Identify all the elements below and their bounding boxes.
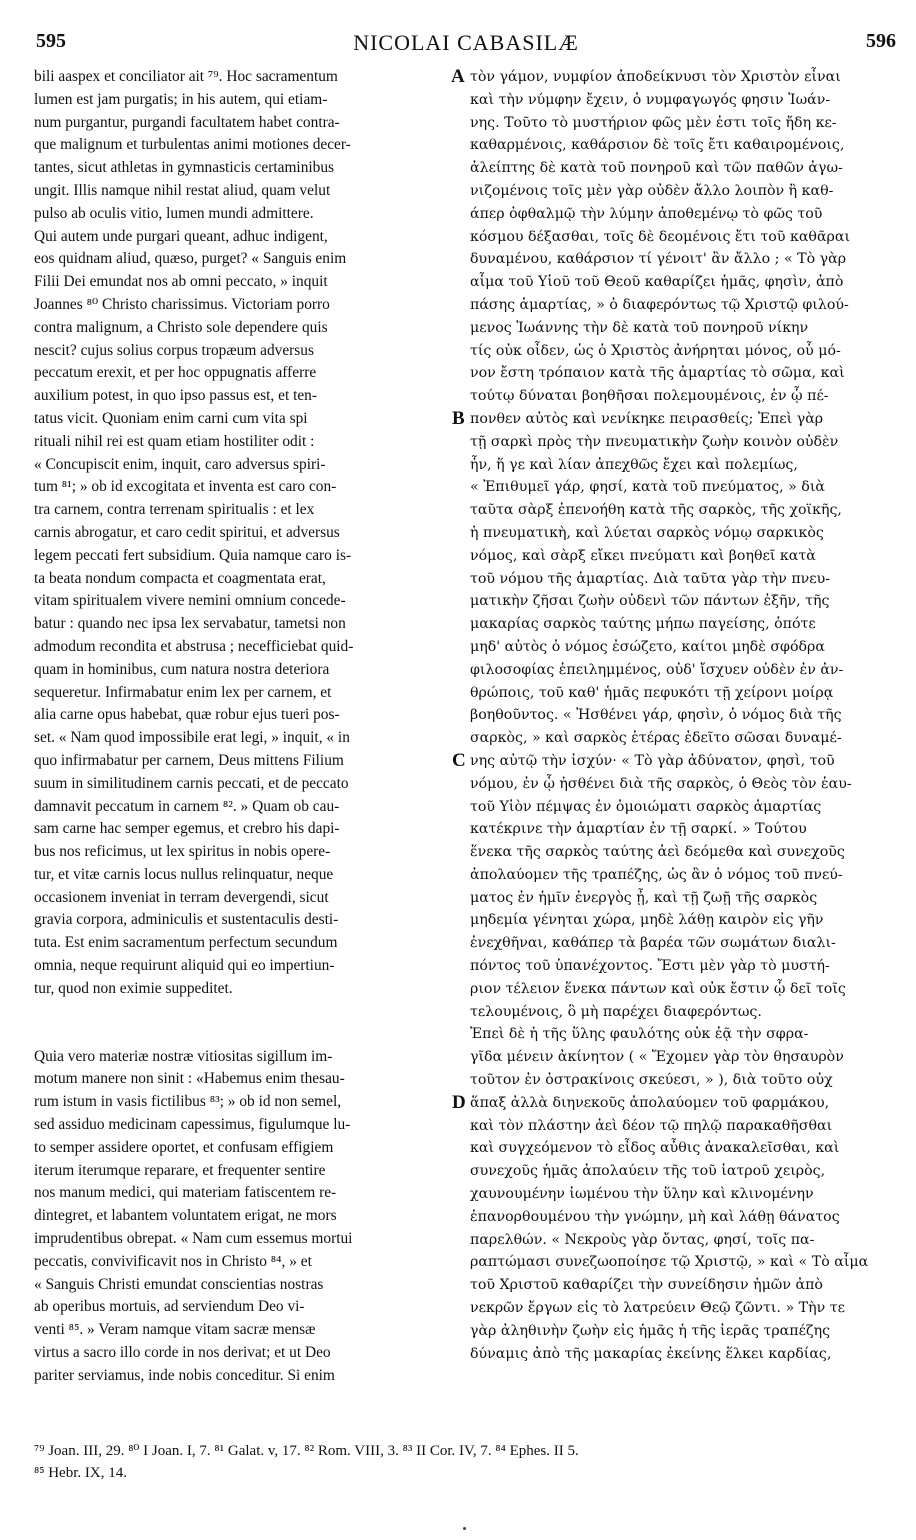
greek-text-line: τίς οὐκ οἶδεν, ὡς ὁ Χριστὸς ἀνήρηται μόνος, οὗ μό- bbox=[470, 342, 841, 359]
latin-text-line: ta beata nondum compacta et coagmentata erat, bbox=[34, 569, 326, 587]
greek-text-line: άπερ ὀφθαλμῷ τὴν λύμην ἀποθεμένῳ τὸ φῶς τοῦ bbox=[470, 205, 823, 222]
latin-text-line: Joannes ⁸⁰ Christo charissimus. Victoriam porro bbox=[34, 295, 330, 313]
greek-text-line: βοηθοῦντος. « Ἠσθένει γάρ, φησὶν, ὁ νόμος διὰ τῆς bbox=[470, 707, 842, 724]
latin-text-line: tantes, sicut athletas in gymnasticis certaminibus bbox=[34, 159, 335, 177]
latin-text-line: lumen est jam purgatis; in his autem, qui etiam- bbox=[34, 90, 328, 108]
latin-text-line: rum istum in vasis fictilibus ⁸³; » ob id non semel, bbox=[34, 1093, 342, 1111]
greek-column bbox=[470, 66, 902, 1365]
latin-text-line: tatus vicit. Quoniam enim carni cum vita spi bbox=[34, 409, 308, 427]
greek-text-line: ἦν, ἥ γε καὶ λίαν ἀπεχθῶς ἔχει καὶ πολεμίως, bbox=[470, 456, 798, 473]
latin-text-line: sed assiduo medicinam capessimus, figulumque lu- bbox=[34, 1116, 351, 1134]
footnotes bbox=[34, 1440, 896, 1484]
latin-text-line: occasionem inveniat in terram devergendi, sicut bbox=[34, 888, 329, 906]
latin-text-line: auxilium potest, in quo ipso passus est, et ten- bbox=[34, 387, 317, 405]
latin-text-line: quo infirmabatur per carnem, Deus mittens Filium bbox=[34, 751, 344, 769]
latin-text-line: pulso ab oculis vitio, lumen mundi admittere. bbox=[34, 204, 314, 222]
latin-text-line: admodum recondita et abstrusa ; necefficiebat quid- bbox=[34, 637, 354, 655]
latin-text-line: peccatis, convivificavit nos in Christo ⁸⁴, » et bbox=[34, 1252, 312, 1270]
greek-text-line: νης αὐτῷ τὴν ἰσχύν· « Τὸ γὰρ ἀδύνατον, φησὶ, τοῦ bbox=[470, 752, 835, 769]
stray-dot bbox=[463, 1527, 466, 1530]
latin-text-line: damnavit peccatum in carnem ⁸². » Quam ob cau- bbox=[34, 797, 340, 815]
greek-text-line: δυναμένου, καθάρσιον τί γένοιτ' ἂν ἄλλο ; « Τὸ γὰρ bbox=[470, 251, 847, 268]
greek-text-line: ἕνεκα τῆς σαρκὸς ταύτης ἀεὶ δεόμεθα καὶ συνεχοῦς bbox=[470, 844, 845, 861]
latin-text-line: rituali nihil rei est quam etiam hostiliter odit : bbox=[34, 432, 315, 450]
greek-text-line: καθαρμένοις, καθάρσιον δὲ τοῖς ἔτι καθαιρομένοις, bbox=[470, 137, 845, 154]
latin-text-line: que malignum et turbulentas animi motiones decer- bbox=[34, 136, 351, 154]
greek-text-line: ραπτώμασι συνεζωοποίησε τῷ Χριστῷ, » καὶ « Τὸ αἷμα bbox=[470, 1254, 869, 1271]
greek-text-line: νόμου, ἐν ᾧ ἠσθένει διὰ τῆς σαρκὸς, ὁ Θεὸς τὸν ἑαυ- bbox=[470, 775, 852, 792]
latin-text-line: « Sanguis Christi emundat conscientias nostras bbox=[34, 1275, 324, 1293]
latin-text-line: venti ⁸⁵. » Veram namque vitam sacræ mensæ bbox=[34, 1321, 316, 1339]
latin-text-line: Filii Dei emundat nos ab omni peccato, » inquit bbox=[34, 273, 328, 291]
greek-text-line: θρώποις, τοῦ καθ' ἡμᾶς πεφυκότι τῇ χείρονι μοίρᾳ bbox=[470, 684, 834, 701]
greek-text-line: καὶ συγχεόμενον τὸ εἶδος αὖθις ἀνακαλεῖσθαι, καὶ bbox=[470, 1140, 840, 1157]
greek-text-line: χαυνουμένην ἰωμένου τὴν ὕλην καὶ κλινομένην bbox=[470, 1186, 814, 1203]
greek-text-line: ταῦτα σὰρξ ἐπενοήθη κατὰ τῆς σαρκὸς, τῆς χοϊκῆς, bbox=[470, 502, 842, 519]
latin-text-line: tum ⁸¹; » ob id excogitata et inventa est caro con- bbox=[34, 478, 337, 496]
latin-text-line: omnia, neque requirunt aliquid qui eo impertiun- bbox=[34, 957, 335, 975]
greek-text-line: μηδ' αὐτὸς ὁ νόμος ἐσώζετο, καίτοι μηδὲ σφόδρα bbox=[470, 638, 825, 655]
latin-text-line: tuta. Est enim sacramentum perfectum secundum bbox=[34, 934, 338, 952]
latin-text-line: carnis abrogatur, et caro cedit spiritui, et adversus bbox=[34, 523, 340, 541]
latin-text-line: Qui autem unde purgari queant, adhuc indigent, bbox=[34, 227, 328, 245]
latin-text-line: sequeretur. Infirmabatur enim lex per carnem, et bbox=[34, 683, 332, 701]
margin-marker-d: D bbox=[452, 1092, 466, 1113]
latin-text-line: ab operibus mortuis, ad serviendum Deo vi- bbox=[34, 1298, 305, 1316]
latin-text-line: num purgantur, purgandi facultatem habet contra- bbox=[34, 113, 340, 131]
greek-text-line: συνεχοῦς ἡμᾶς ἀπολαύειν τῆς τοῦ ἰατροῦ χειρὸς, bbox=[470, 1163, 826, 1180]
greek-text-line: τοῦτον ἐν ὀστρακίνοις σκεύεσι, » ), διὰ τοῦτο οὐχ bbox=[470, 1072, 833, 1089]
page-header bbox=[36, 30, 896, 60]
latin-text-line: quam in hominibus, cum natura nostra deteriora bbox=[34, 660, 330, 678]
latin-text-line: sam carne hac semper egemus, et crebro his dapi- bbox=[34, 820, 340, 838]
greek-text-line: τοῦ Χριστοῦ καθαρίζει τὴν συνείδησιν ἡμῶν ἀπὸ bbox=[470, 1277, 823, 1294]
greek-text-line: τὸν γάμον, νυμφίον ἀποδείκνυσι τὸν Χριστὸν εἶναι bbox=[470, 69, 841, 85]
greek-text-line: δύναμις ἀπὸ τῆς μακαρίας ἐκείνης ἕλκει καρδίας, bbox=[470, 1345, 832, 1362]
greek-text-line: ἡ πνευματικὴ, καὶ λύεται σαρκὸς νόμῳ σαρκικὸς bbox=[470, 524, 824, 541]
latin-text-line: nescit? cujus solius corpus tropæum adversus bbox=[34, 341, 314, 359]
running-title: NICOLAI CABASILÆ bbox=[353, 30, 579, 55]
latin-column bbox=[34, 66, 446, 1388]
greek-text-line: αἷμα τοῦ Υἱοῦ τοῦ Θεοῦ καθαρίζει ἡμᾶς, φησὶν, ἀπὸ bbox=[470, 274, 844, 291]
greek-text-line: νεκρῶν ἔργων εἰς τὸ λατρεύειν Θεῷ ζῶντι. » Τὴν τε bbox=[470, 1300, 845, 1317]
greek-text-line: μενος Ἰωάννης τὴν δὲ κατὰ τοῦ πονηροῦ νίκην bbox=[470, 319, 809, 336]
greek-text-line: τῇ σαρκὶ πρὸς τὴν πνευματικὴν ζωὴν κοινὸν οὐδὲν bbox=[470, 433, 839, 450]
greek-text-line: νης. Τοῦτο τὸ μυστήριον φῶς μὲν ἐστι τοῖς ἤδη κε- bbox=[470, 114, 837, 131]
latin-text-line: vitam spiritualem vivere nemini omnium concede- bbox=[34, 592, 346, 610]
latin-text-line: tur, et vitæ carnis locus nullus relinquatur, neque bbox=[34, 865, 334, 883]
latin-text-line: gravia corpora, adminiculis et sustentaculis desti- bbox=[34, 911, 339, 929]
greek-text-line: γῖδα μένειν ἀκίνητον ( « Ἔχομεν γὰρ τὸν θησαυρὸν bbox=[470, 1049, 844, 1066]
greek-text-line: πάσης ἁμαρτίας, » ὁ διαφερόντως τῷ Χριστῷ φιλού- bbox=[470, 296, 849, 313]
latin-text-line: ungit. Illis namque nihil restat aliud, quam velut bbox=[34, 181, 331, 199]
margin-marker-a: A bbox=[451, 66, 465, 87]
page-number-left: 595 bbox=[36, 30, 66, 52]
greek-text-line: ἀπολαύομεν τῆς τραπέζης, ὡς ἂν ὁ νόμος τοῦ πνεύ- bbox=[470, 866, 843, 883]
greek-text-line: μακαρίας σαρκὸς ταύτης μήπω παγείσης, ὁπότε bbox=[470, 616, 816, 633]
greek-text-line: καὶ τὸν πλάστην ἀεὶ δέον τῷ πηλῷ παρακαθῆσθαι bbox=[470, 1117, 833, 1134]
greek-text-line: πόντος τοῦ ὑπανέχοντος. Ἔστι μὲν γὰρ τὸ μυστή- bbox=[470, 958, 830, 975]
latin-text-line: contra malignum, a Christo sole dependere quis bbox=[34, 318, 328, 336]
greek-text-line: πονθεν αὐτὸς καὶ νενίκηκε πειρασθείς; Ἐπεὶ γὰρ bbox=[470, 410, 824, 427]
latin-text-line: alia carne opus habebat, quæ robur ejus tueri pos- bbox=[34, 706, 340, 724]
greek-text-line: κόσμου δέξασθαι, τοῖς δὲ δεομένοις ἔτι τοῦ καθᾶραι bbox=[470, 228, 851, 245]
greek-text-line: ἐπανορθουμένου τὴν γνώμην, μὴ καὶ λάθῃ θάνατος bbox=[470, 1208, 840, 1225]
greek-text-line: τοῦ νόμου τῆς ἁμαρτίας. Διὰ ταῦτα γὰρ τὴν πνευ- bbox=[470, 570, 831, 587]
footnote-line: ⁸⁵ Hebr. IX, 14. bbox=[34, 1465, 127, 1481]
greek-text-line: Ἐπεὶ δὲ ἡ τῆς ὕλης φαυλότης οὐκ ἐᾷ τὴν σφρα- bbox=[470, 1026, 809, 1043]
greek-text-line: σαρκὸς, » καὶ σαρκὸς ἑτέρας ἐδεῖτο σῶσαι δυναμέ- bbox=[470, 730, 842, 747]
greek-text-line: τοῦ Υἱὸν πέμψας ἐν ὁμοιώματι σαρκὸς ἁμαρτίας bbox=[470, 798, 822, 815]
greek-text-line: « Ἐπιθυμεῖ γάρ, φησί, κατὰ τοῦ πνεύματος, » διὰ bbox=[470, 479, 825, 496]
latin-text-line: pariter serviamus, inde nobis conceditur. Si enim bbox=[34, 1366, 335, 1384]
latin-text-line: bili aaspex et conciliator ait ⁷⁹. Hoc sacramentum bbox=[34, 68, 338, 85]
greek-text-line: μηδεμία γένηται χώρα, μηδὲ λάθῃ καιρὸν εἰς γῆν bbox=[470, 912, 824, 929]
greek-text-line: ματος ἐν ἡμῖν ἐνεργὸς ᾖ, καὶ τῇ ζωῇ τῆς σαρκὸς bbox=[470, 889, 818, 906]
latin-text-line: imprudentibus obrepat. « Nam cum essemus mortui bbox=[34, 1230, 353, 1248]
greek-text-line: ἐνεχθῆναι, καθάπερ τὰ βαρέα τῶν σωμάτων διαλι- bbox=[470, 935, 836, 952]
latin-text-line: « Concupiscit enim, inquit, caro adversus spiri- bbox=[34, 455, 326, 473]
latin-text-line: suum in similitudinem carnis peccati, et de peccato bbox=[34, 774, 349, 792]
latin-text-line: motum manere non sinit : «Habemus enim thesau- bbox=[34, 1070, 345, 1088]
latin-text-line: nos manum medici, qui materiam fatiscentem re- bbox=[34, 1184, 337, 1202]
page-number-right: 596 bbox=[866, 30, 896, 52]
latin-text-line: set. « Nam quod impossibile erat legi, » inquit, « in bbox=[34, 729, 350, 747]
greek-text-line: ἅπαξ ἀλλὰ διηνεκοῦς ἀπολαύομεν τοῦ φαρμάκου, bbox=[470, 1094, 830, 1111]
margin-marker-c: C bbox=[452, 750, 466, 771]
greek-text-line: γὰρ ἀληθινὴν ζωὴν εἰς ἡμᾶς ἡ τῆς ἱερᾶς τραπέζης bbox=[470, 1322, 831, 1339]
greek-text-line: νιζομένοις τοῖς μὲν γὰρ οὐδὲν ἄλλο λοιπὸν ἢ καθ- bbox=[470, 182, 834, 199]
greek-text-line: ἀλείπτης δὲ κατὰ τοῦ πονηροῦ καὶ τῶν παθῶν ἀγω- bbox=[470, 160, 843, 177]
footnote-line: ⁷⁹ Joan. III, 29. ⁸⁰ I Joan. I, 7. ⁸¹ Galat. v, 17. ⁸² Rom. VIII, 3. ⁸³ II Cor. IV, 7. ⁸⁴ Ephes. II 5. bbox=[34, 1443, 579, 1459]
latin-text-line: to semper assidere oportet, et confusam effigiem bbox=[34, 1138, 334, 1156]
margin-marker-b: B bbox=[452, 408, 465, 429]
latin-text-line: dintegret, et labantem voluntatem erigat, ne mors bbox=[34, 1207, 337, 1225]
greek-text-line: ματικὴν ζῆσαι ζωὴν οὐδενὶ τῶν πάντων ἐξῆν, τῆς bbox=[470, 593, 830, 610]
paragraph-gap bbox=[34, 1001, 446, 1046]
latin-text-line: virtus a sacro illo corde in nos derivat; et ut Deo bbox=[34, 1344, 331, 1362]
greek-text-line: τούτῳ δύναται βοηθῆσαι πολεμουμένοις, ἐν ᾧ πέ- bbox=[470, 388, 829, 405]
greek-text-line: ριον τέλειον ἕνεκα πάντων καὶ οὐκ ἔστιν ᾧ δεῖ τοῖς bbox=[470, 980, 846, 997]
greek-text-line: κατέκρινε τὴν ἁμαρτίαν ἐν τῇ σαρκί. » Τούτου bbox=[470, 821, 807, 838]
latin-text-line: eos quidnam aliud, quæso, purget? « Sanguis enim bbox=[34, 250, 347, 268]
latin-text-line: peccatum erexit, et per hoc oppugnatis afferre bbox=[34, 364, 317, 382]
latin-text-line: legem peccati fert subsidium. Quia namque caro is- bbox=[34, 546, 352, 564]
latin-text-line: Quia vero materiæ nostræ vitiositas sigillum im- bbox=[34, 1047, 333, 1065]
latin-text-line: tra carnem, contra terrenam spiritualis : et lex bbox=[34, 501, 315, 519]
greek-text-line: παρελθών. « Νεκροὺς γὰρ ὄντας, φησί, τοῖς πα- bbox=[470, 1231, 815, 1248]
greek-text-line: καὶ τὴν νύμφην ἔχειν, ὁ νυμφαγωγός φησιν Ἰωάν- bbox=[470, 91, 831, 108]
greek-text-line: τελουμένοις, ὃ μὴ παρέχει διαφερόντως. bbox=[470, 1003, 762, 1020]
greek-text-line: νόμος, καὶ σὰρξ εἴκει πνεύματι καὶ βοηθεῖ κατὰ bbox=[470, 547, 816, 564]
greek-text-line: φιλοσοφίας ἐπειλημμένος, οὐδ' ἴσχυεν οὐδὲν ἐν ἀν- bbox=[470, 661, 844, 678]
greek-text-line: νον ἔστη τρόπαιον κατὰ τῆς ἁμαρτίας τὸ σῶμα, καὶ bbox=[470, 365, 845, 382]
latin-text-line: bus nos reficimus, ut lex spiritus in nobis opere- bbox=[34, 843, 331, 861]
latin-text-line: tur, quod non eximie suppeditet. bbox=[34, 979, 233, 997]
latin-text-line: batur : quando nec ipsa lex servabatur, tametsi non bbox=[34, 615, 346, 633]
latin-text-line: iterum iterumque reparare, et frequenter sentire bbox=[34, 1161, 326, 1179]
